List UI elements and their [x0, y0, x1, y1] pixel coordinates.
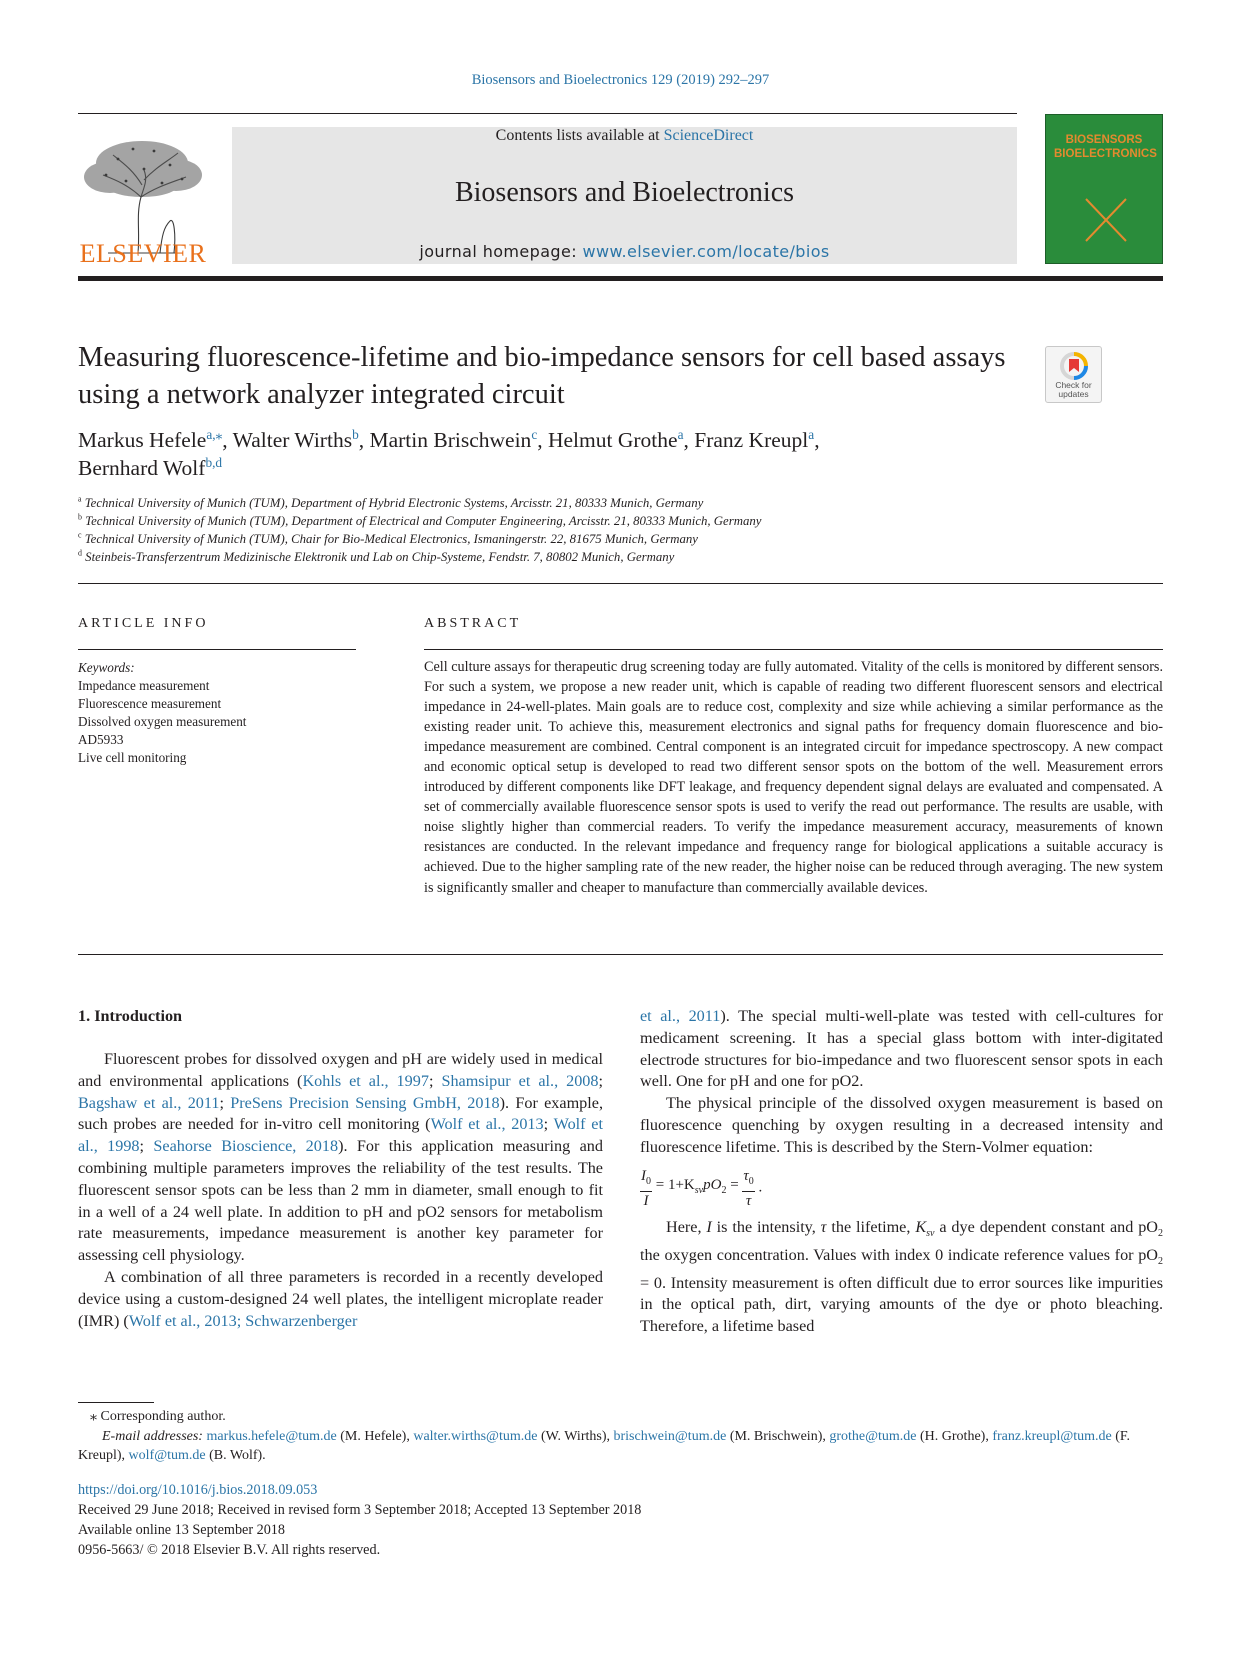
email-link[interactable]: franz.kreupl@tum.de: [992, 1428, 1112, 1444]
author-name: Helmut Grothe: [547, 428, 678, 452]
email-addresses: [78, 1427, 1163, 1466]
affiliation-text: Technical University of Munich (TUM), Department of Electrical and Computer Engineering, Arcisstr. 21, 80333 Munich, Germany: [81, 514, 762, 528]
affiliation: [78, 548, 1078, 566]
email-link[interactable]: brischwein@tum.de: [613, 1428, 727, 1444]
journal-name: Biosensors and Bioelectronics: [454, 177, 795, 208]
copyright: 0956-5663/ © 2018 Elsevier B.V. All rights reserved.: [78, 1542, 381, 1558]
paragraph: [640, 1006, 1163, 1093]
elsevier-wordmark: ELSEVIER: [79, 239, 207, 268]
available-online: Available online 13 September 2018: [78, 1522, 285, 1538]
author-affiliation-mark[interactable]: b,d: [205, 454, 223, 470]
paragraph: [78, 1049, 603, 1267]
footnotes: [78, 1407, 1163, 1466]
paragraph: Here, I is the intensity, τ the lifetime, $K_{sv}$ a dye dependent constant and $pO_2$ the oxygen concentration. Values with index 0 indicate reference values for $pO_2 = 0$. Intensity measurement is often difficult due to error sources like impurities in the optical path, dirt, varying amounts of the dye or photo bleaching. Therefore, a lifetime based: [640, 1217, 1163, 1336]
affiliation-mark: a: [78, 494, 82, 504]
author-list: Markus Hefele$^{a,⁎}$, Walter Wirths$^b$, Martin Brischwein$^c$, Helmut Grothe$^a$, Franz Kreupl$^a$, Bernhard Wolf$^{b,d}$: [78, 426, 820, 480]
author-name: Markus Hefele: [78, 428, 207, 452]
body-column-right: [640, 1006, 1163, 1338]
citation-link[interactable]: Wolf et al., 1998: [78, 1115, 603, 1156]
paragraph-text: ). For example, such probes are needed for in-vitro cell monitoring (: [78, 1093, 604, 1134]
paragraph: The physical principle of the dissolved oxygen measurement is based on fluorescence quenching by oxygen resulting in a decreased intensity and fluorescence lifetime. This is described by the Stern-Volmer equation:: [640, 1094, 1163, 1156]
citation-link[interactable]: Wolf et al., 2013; Schwarzenberger: [128, 1311, 358, 1330]
citation-link[interactable]: Seahorse Bioscience, 2018: [153, 1137, 339, 1156]
affiliation-text: Technical University of Munich (TUM), Chair for Bio-Medical Electronics, Ismaningerstr. 22, 81675 Munich, Germany: [81, 532, 698, 546]
citation-link[interactable]: Shamsipur et al., 2008: [441, 1071, 599, 1090]
sciencedirect-link[interactable]: ScienceDirect: [663, 127, 754, 144]
citation-link[interactable]: et al., 2011: [640, 1007, 721, 1025]
paragraph-text: ). For this application measuring and combining multiple parameters improves the reliability of the test results. The fluorescent sensor spots can be less than 2 mm in diameter, small enough to fit in a well of a 24 well plate. In addition to pH and pO2 sensors for metabolism rate measurements, impedance measurement is another key parameter for assessing cell physiology.: [78, 1137, 603, 1265]
email-owner: (W. Wirths),: [537, 1428, 614, 1444]
affiliation-text: Technical University of Munich (TUM), Department of Hybrid Electronic Systems, Arcisstr. 21, 80333 Munich, Germany: [81, 496, 704, 510]
email-label: E-mail addresses:: [102, 1428, 207, 1444]
cover-graphic: [1084, 195, 1128, 245]
keyword: Impedance measurement: [78, 678, 210, 693]
affiliation-mark: d: [78, 548, 82, 558]
email-owner: (B. Wolf).: [205, 1448, 266, 1463]
keyword: AD5933: [78, 732, 124, 747]
contents-line: [232, 127, 1017, 145]
paragraph-text: ;: [598, 1071, 603, 1090]
paragraph-text: A combination of all three parameters is recorded in a recently developed device using a custom-designed 24 well plates, the intelligent microplate reader (IMR) (: [78, 1267, 603, 1330]
affiliation: [78, 512, 1078, 530]
article-title: Measuring fluorescence-lifetime and bio-impedance sensors for cell based assays using a network analyzer integrated circuit: [78, 342, 1006, 410]
author-affiliation-mark[interactable]: a: [808, 426, 815, 442]
cover-title: BIOSENSORS BIOELECTRONICS: [1054, 134, 1157, 160]
affiliation-text: Steinbeis-Transferzentrum Medizinische Elektronik und Lab on Chip-Systeme, Fendstr. 7, 80802 Munich, Germany: [81, 550, 675, 564]
body-column-left: [78, 1049, 603, 1332]
stern-volmer-equation: $\frac{I_0}{I}$ = $1+K_{sv}pO_2$ = $\frac{\tau_0}{\tau}$ .: [641, 1167, 763, 1209]
keyword: Dissolved oxygen measurement: [78, 714, 247, 729]
author-affiliation-mark[interactable]: a,⁎: [206, 426, 223, 442]
affiliation: [78, 494, 1078, 512]
paragraph-text: ;: [543, 1115, 554, 1134]
author-name: Walter Wirths: [232, 428, 353, 452]
homepage-prefix: journal homepage:: [419, 242, 583, 261]
email-owner: (F. Kreupl),: [78, 1428, 1131, 1463]
article-info-rule: [78, 649, 356, 650]
header-thick-rule: [78, 276, 1163, 281]
publication-info: [78, 1480, 1163, 1560]
author-name: Franz Kreupl: [694, 428, 809, 452]
paragraph-text: ;: [219, 1093, 231, 1112]
corresponding-author-note: ⁎ Corresponding author.: [90, 1409, 226, 1424]
author-affiliation-mark[interactable]: a: [677, 426, 684, 442]
email-link[interactable]: grothe@tum.de: [829, 1428, 917, 1444]
paragraph-text: ;: [139, 1137, 154, 1156]
keyword: Fluorescence measurement: [78, 696, 222, 711]
paragraph: [78, 1267, 603, 1332]
keywords-label: Keywords:: [78, 660, 135, 675]
keyword-list: [78, 677, 358, 767]
paragraph-text: ;: [428, 1071, 442, 1090]
author-affiliation-mark[interactable]: b: [352, 426, 359, 442]
header-rule: [78, 113, 1017, 114]
citation-link[interactable]: Bagshaw et al., 2011: [78, 1093, 220, 1112]
citation-link[interactable]: Kohls et al., 1997: [302, 1071, 429, 1090]
contents-prefix: Contents lists available at: [495, 127, 664, 144]
affiliation-list: [78, 494, 1078, 566]
author-name: Martin Brischwein: [369, 428, 532, 452]
received-dates: Received 29 June 2018; Received in revised form 3 September 2018; Accepted 13 September 2018: [78, 1502, 642, 1518]
email-link[interactable]: markus.hefele@tum.de: [206, 1428, 337, 1444]
journal-citation[interactable]: Biosensors and Bioelectronics 129 (2019) 292–297: [471, 72, 770, 88]
footnote-rule: [78, 1402, 154, 1403]
author-name: Bernhard Wolf: [78, 456, 206, 480]
email-link[interactable]: walter.wirths@tum.de: [413, 1428, 538, 1444]
affiliation-mark: c: [78, 530, 82, 540]
email-owner: (M. Brischwein),: [726, 1428, 830, 1444]
paragraph-text: Fluorescent probes for dissolved oxygen and pH are widely used in medical and environmental applications (: [78, 1050, 603, 1090]
affiliation-mark: b: [78, 512, 82, 522]
keywords-block: [78, 659, 358, 767]
check-for-updates-icon: [1060, 352, 1088, 380]
abstract-text: Cell culture assays for therapeutic drug screening today are fully automated. Vitality of the cells is monitored by different sensors. For such a system, we propose a new reader unit, which is capable of reading two different fluorescent sensors and electrical impedance in 24-well-plates. Main goals are to reduce cost, complexity and size while achieving a similar performance as the existing reader unit. To achieve this, measurement electronics and signal paths for frequency domain fluorescence and bio-impedance measurement are combined. Central component is an integrated circuit for impedance spectroscopy. A new compact and economic optical setup is developed to read two different sensor spots on the bottom of the well. Measurement errors introduced by different components like DFT leakage, and frequency dependent signal delays are evaluated and compensated. A set of commercially available fluorescence sensor spots is used to verify the read out performance. The results are usable, with noise slightly higher than commercial readers. To verify the impedance measurement accuracy, measurements of known resistances are conducted. In the relevant impedance and frequency range for biological applications a suitable accuracy is achieved. Due to the higher sampling rate of the new reader, the higher noise can be reduced through averaging. The new system is significantly smaller and cheaper to manufacture than commercially available devices.: [424, 659, 1163, 896]
abstract-heading: ABSTRACT: [424, 616, 522, 631]
paragraph-text: ). The special multi-well-plate was tested with cell-cultures for medicament screening. It has a special glass bottom with inter-digitated electrode structures for bio-impedance and two fluorescent sensor spots in each well. One for pH and one for pO2.: [640, 1007, 1164, 1091]
check-for-updates-label: Check for updates: [1055, 380, 1092, 399]
abstract-rule: [424, 649, 1163, 650]
citation-link[interactable]: Wolf et al., 2013: [430, 1115, 544, 1134]
article-info-heading: ARTICLE INFO: [78, 616, 209, 631]
check-for-updates-badge[interactable]: [1045, 346, 1102, 403]
email-owner: (M. Hefele),: [336, 1428, 414, 1444]
journal-cover-thumbnail[interactable]: [1045, 114, 1163, 264]
author-affiliation-mark[interactable]: c: [531, 426, 538, 442]
homepage-line: [232, 242, 1017, 261]
section-heading-introduction: 1. Introduction: [78, 1007, 183, 1025]
email-link[interactable]: wolf@tum.de: [128, 1448, 206, 1463]
body-rule: [78, 954, 1163, 955]
email-owner: (H. Grothe),: [916, 1428, 993, 1444]
section-rule: [78, 583, 1163, 584]
homepage-link[interactable]: www.elsevier.com/locate/bios: [582, 242, 830, 261]
equation-lhs-fraction: $\frac{I_0}{I}$: [641, 1167, 651, 1209]
doi-link[interactable]: https://doi.org/10.1016/j.bios.2018.09.053: [78, 1482, 318, 1498]
affiliation: [78, 530, 1078, 548]
equation-rhs-fraction: $\frac{\tau_0}{\tau}$: [743, 1167, 754, 1209]
citation-link[interactable]: PreSens Precision Sensing GmbH, 2018: [230, 1093, 500, 1112]
keyword: Live cell monitoring: [78, 750, 187, 765]
